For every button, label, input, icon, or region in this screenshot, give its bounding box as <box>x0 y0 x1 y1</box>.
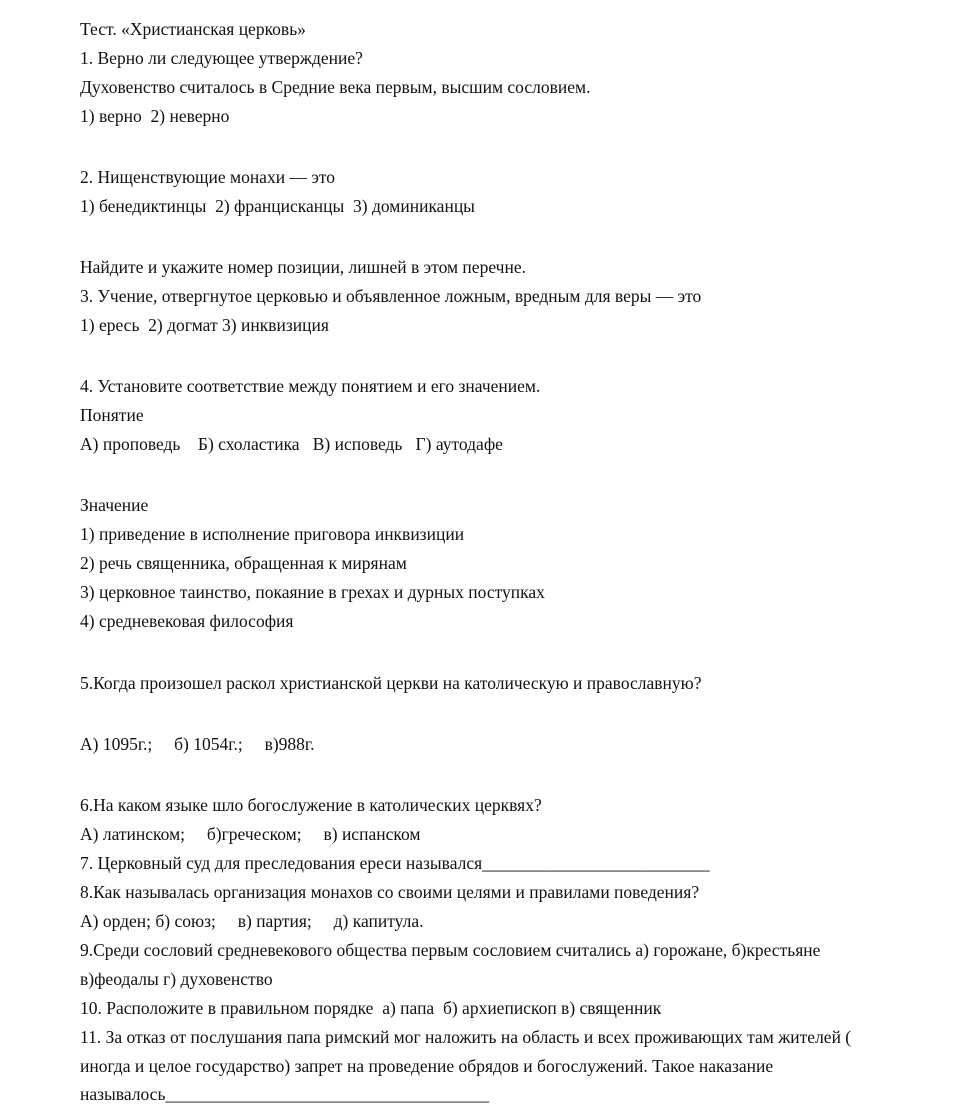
question-5: 5.Когда произошел раскол христианской церкви на католическую и православную? <box>80 673 702 693</box>
question-7: 7. Церковный суд для преследования ереси назывался__________________________ <box>80 853 710 873</box>
question-6-options: А) латинском; б)греческом; в) испанском <box>80 824 421 844</box>
question-1-statement: Духовенство считалось в Средние века первым, высшим сословием. <box>80 77 591 97</box>
meaning-item-1: 1) приведение в исполнение приговора инквизиции <box>80 524 465 544</box>
question-10: 10. Расположите в правильном порядке а) папа б) архиепископ в) священник <box>80 998 662 1018</box>
question-3-options: 1) ересь 2) догмат 3) инквизиция <box>80 315 329 335</box>
question-4: 4. Установите соответствие между понятием и его значением. <box>80 376 541 396</box>
meaning-item-2: 2) речь священника, обращенная к мирянам <box>80 553 407 573</box>
question-9: 9.Среди сословий средневекового общества первым сословием считались а) горожане, б)крестьяне <box>80 940 821 960</box>
question-11: 11. За отказ от послушания папа римский мог наложить на область и всех проживающих там жителей ( <box>80 1027 852 1047</box>
question-9-continued: в)феодалы г) духовенство <box>80 969 273 989</box>
question-2: 2. Нищенствующие монахи — это <box>80 167 335 187</box>
question-3: 3. Учение, отвергнутое церковью и объявленное ложным, вредным для веры — это <box>80 286 702 306</box>
test-title: Тест. «Христианская церковь» <box>80 19 306 39</box>
question-11-answer-line: называлось_____________________________________ <box>80 1084 490 1104</box>
question-6: 6.На каком языке шло богослужение в католических церквях? <box>80 795 542 815</box>
meaning-heading: Значение <box>80 495 149 515</box>
question-8-options: А) орден; б) союз; в) партия; д) капитула. <box>80 911 424 931</box>
meaning-item-3: 3) церковное таинство, покаяние в грехах и дурных поступках <box>80 582 545 602</box>
question-1: 1. Верно ли следующее утверждение? <box>80 48 363 68</box>
question-2-options: 1) бенедиктинцы 2) францисканцы 3) доминиканцы <box>80 196 475 216</box>
meaning-item-4: 4) средневековая философия <box>80 611 294 631</box>
question-11-continued: иногда и целое государство) запрет на проведение обрядов и богослужений. Такое наказание <box>80 1056 774 1076</box>
instruction-odd-one-out: Найдите и укажите номер позиции, лишней в этом перечне. <box>80 257 526 277</box>
question-5-options: А) 1095г.; б) 1054г.; в)988г. <box>80 734 315 754</box>
question-1-options: 1) верно 2) неверно <box>80 106 230 126</box>
concept-options: А) проповедь Б) схоластика В) исповедь Г) аутодафе <box>80 434 503 454</box>
question-8: 8.Как называлась организация монахов со своими целями и правилами поведения? <box>80 882 700 902</box>
concept-heading: Понятие <box>80 405 144 425</box>
